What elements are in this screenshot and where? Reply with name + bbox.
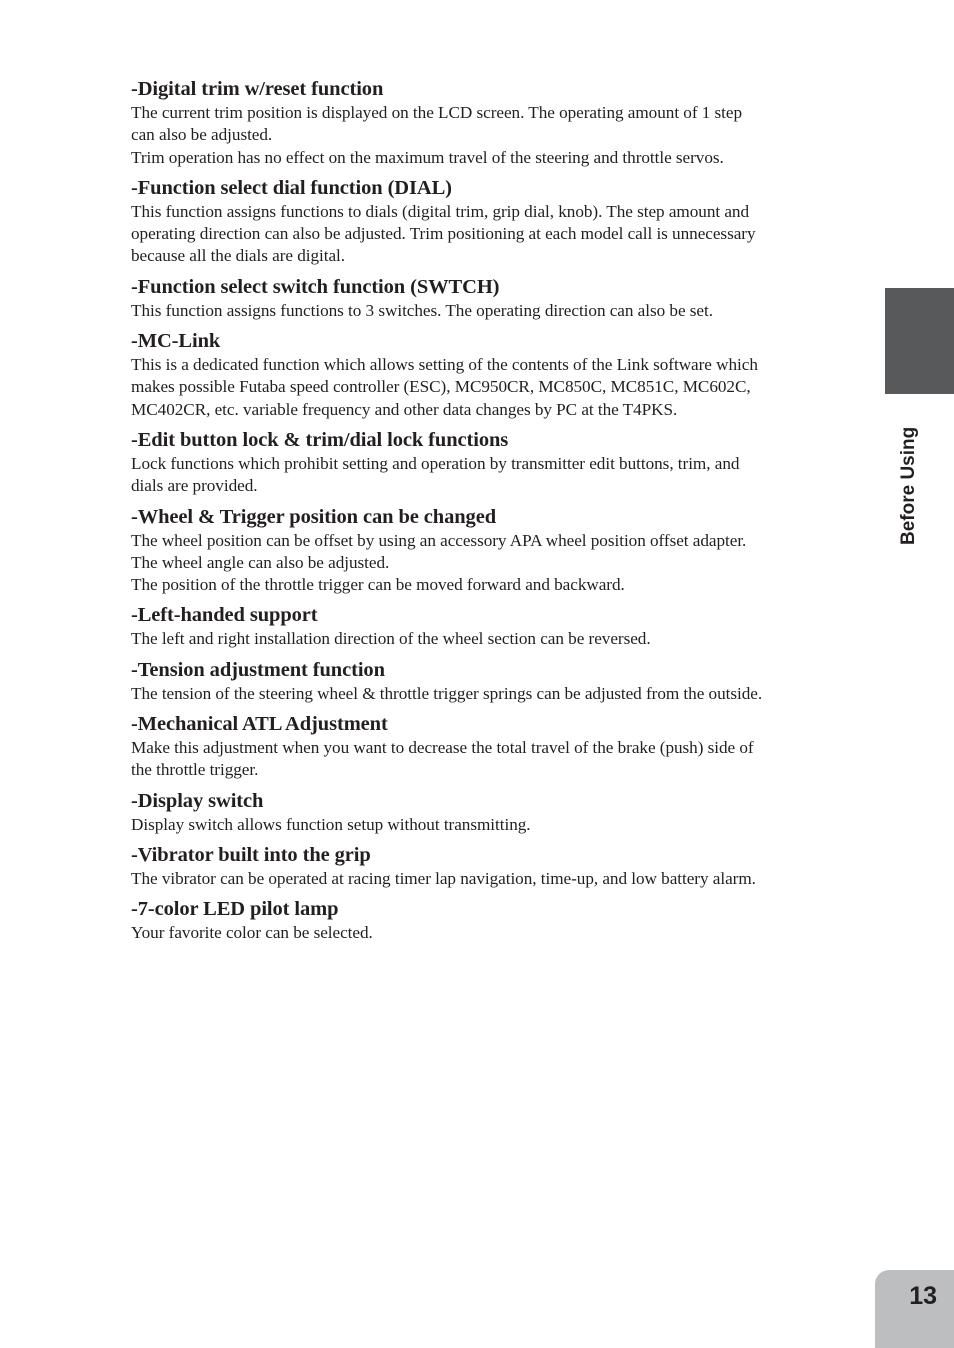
description-line: This function assigns functions to 3 switches. The operating direction can also be set. — [131, 300, 713, 320]
page-number-box — [875, 1270, 954, 1348]
feature-heading: -Function select switch function (SWTCH) — [131, 275, 500, 298]
description-line: Display switch allows function setup without transmitting. — [131, 814, 531, 834]
description-line: The wheel angle can also be adjusted. — [131, 552, 390, 572]
manual-page-content — [131, 76, 831, 951]
description-line: MC402CR, etc. variable frequency and other data changes by PC at the T4PKS. — [131, 399, 678, 419]
feature-section — [131, 274, 831, 322]
feature-section — [131, 504, 831, 597]
feature-description — [131, 102, 831, 169]
description-line: Your favorite color can be selected. — [131, 923, 373, 943]
description-line: makes possible Futaba speed controller (ESC), MC950CR, MC850C, MC851C, MC602C, — [131, 377, 751, 397]
description-line: can also be adjusted. — [131, 125, 273, 145]
feature-heading: -Vibrator built into the grip — [131, 843, 371, 866]
feature-description — [131, 628, 831, 650]
description-line: Lock functions which prohibit setting and operation by transmitter edit buttons, trim, and — [131, 453, 740, 473]
feature-description — [131, 922, 831, 944]
description-line: The vibrator can be operated at racing timer lap navigation, time-up, and low battery alarm. — [131, 868, 756, 888]
feature-section — [131, 328, 831, 421]
feature-section — [131, 711, 831, 782]
feature-heading: -Tension adjustment function — [131, 658, 385, 681]
feature-description — [131, 683, 831, 705]
description-line: the throttle trigger. — [131, 760, 259, 780]
feature-section — [131, 602, 831, 650]
feature-heading: -Mechanical ATL Adjustment — [131, 713, 388, 736]
feature-description — [131, 300, 831, 322]
feature-description — [131, 868, 831, 890]
feature-list — [131, 76, 831, 945]
description-line: dials are provided. — [131, 476, 258, 496]
description-line: because all the dials are digital. — [131, 246, 346, 266]
description-line: The tension of the steering wheel & throttle trigger springs can be adjusted from the outside. — [131, 683, 763, 703]
description-line: Trim operation has no effect on the maximum travel of the steering and throttle servos. — [131, 147, 724, 167]
feature-section — [131, 657, 831, 705]
feature-section — [131, 175, 831, 268]
page-number: 13 — [909, 1282, 937, 1310]
feature-section — [131, 76, 831, 169]
feature-description — [131, 814, 831, 836]
feature-heading: -Digital trim w/reset function — [131, 78, 384, 100]
feature-description — [131, 737, 831, 782]
description-line: The current trim position is displayed on the LCD screen. The operating amount of 1 step — [131, 103, 743, 122]
feature-description — [131, 354, 831, 421]
description-line: The position of the throttle trigger can be moved forward and backward. — [131, 575, 625, 595]
feature-description — [131, 201, 831, 268]
description-line: operating direction can also be adjusted. Trim positioning at each model call is unnecessary — [131, 224, 756, 244]
feature-description — [131, 453, 831, 498]
feature-heading: -Wheel & Trigger position can be changed — [131, 505, 497, 528]
chapter-tab-label: Before Using — [898, 426, 919, 545]
feature-description — [131, 530, 831, 597]
chapter-tab-marker — [885, 288, 954, 394]
feature-section — [131, 896, 831, 944]
feature-section — [131, 427, 831, 498]
feature-section — [131, 788, 831, 836]
description-line: Make this adjustment when you want to decrease the total travel of the brake (push) side of — [131, 738, 754, 758]
feature-heading: -Function select dial function (DIAL) — [131, 176, 452, 199]
feature-heading: -7-color LED pilot lamp — [131, 898, 339, 921]
feature-heading: -Left-handed support — [131, 604, 318, 627]
description-line: This function assigns functions to dials (digital trim, grip dial, knob). The step amount and — [131, 201, 749, 221]
description-line: This is a dedicated function which allows setting of the contents of the Link software which — [131, 355, 758, 375]
feature-heading: -MC-Link — [131, 330, 221, 353]
feature-section — [131, 842, 831, 890]
feature-heading: -Edit button lock & trim/dial lock functions — [131, 428, 509, 451]
description-line: The left and right installation direction of the wheel section can be reversed. — [131, 629, 651, 649]
feature-heading: -Display switch — [131, 789, 264, 812]
description-line: The wheel position can be offset by using an accessory APA wheel position offset adapter. — [131, 530, 747, 550]
